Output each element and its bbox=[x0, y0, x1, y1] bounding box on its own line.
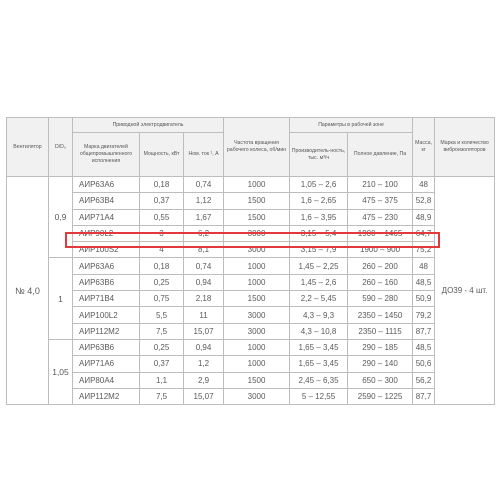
flow-cell: 1,45 – 2,25 bbox=[290, 258, 348, 274]
d-ratio-cell: 0,9 bbox=[49, 177, 73, 258]
mass-cell: 50,6 bbox=[413, 356, 435, 372]
current-cell: 1,2 bbox=[184, 356, 224, 372]
mass-cell: 64,7 bbox=[413, 225, 435, 241]
rpm-cell: 1000 bbox=[224, 356, 290, 372]
brand-cell: АИР63А6 bbox=[73, 258, 140, 274]
flow-cell: 1,45 – 2,6 bbox=[290, 274, 348, 290]
spec-table bbox=[6, 117, 495, 405]
table-row bbox=[7, 291, 495, 307]
table-body bbox=[7, 177, 495, 405]
power-cell: 7,5 bbox=[140, 323, 184, 339]
table-row bbox=[7, 274, 495, 290]
pressure-cell: 1900 – 1465 bbox=[348, 225, 413, 241]
mass-cell: 75,2 bbox=[413, 242, 435, 258]
current-cell: 15,07 bbox=[184, 323, 224, 339]
current-cell: 8,1 bbox=[184, 242, 224, 258]
power-cell: 7,5 bbox=[140, 388, 184, 404]
power-cell: 0,55 bbox=[140, 209, 184, 225]
d-ratio-cell: 1 bbox=[49, 258, 73, 339]
mass-cell: 52,8 bbox=[413, 193, 435, 209]
current-cell: 0,74 bbox=[184, 177, 224, 193]
flow-cell: 2,2 – 5,45 bbox=[290, 291, 348, 307]
brand-cell: АИР80А4 bbox=[73, 372, 140, 388]
col-rpm-header: Частота вращения рабочего колеса, об/мин bbox=[224, 118, 290, 177]
power-cell: 0,75 bbox=[140, 291, 184, 307]
col-fan-header: Вентилятор bbox=[7, 118, 49, 177]
power-cell: 5,5 bbox=[140, 307, 184, 323]
pressure-cell: 1900 – 900 bbox=[348, 242, 413, 258]
table-row bbox=[7, 177, 495, 193]
col-mass-header: Масса, кг bbox=[413, 118, 435, 177]
col-pressure-header: Полное давление, Па bbox=[348, 133, 413, 177]
mass-cell: 48 bbox=[413, 258, 435, 274]
table-row bbox=[7, 307, 495, 323]
current-cell: 0,94 bbox=[184, 274, 224, 290]
flow-cell: 1,65 – 3,45 bbox=[290, 339, 348, 355]
flow-cell: 5 – 12,55 bbox=[290, 388, 348, 404]
flow-cell: 3,15 – 7,9 bbox=[290, 242, 348, 258]
power-cell: 0,18 bbox=[140, 177, 184, 193]
table-header bbox=[7, 118, 495, 177]
mass-cell: 87,7 bbox=[413, 323, 435, 339]
pressure-cell: 290 – 185 bbox=[348, 339, 413, 355]
fan-model-cell: № 4,0 bbox=[7, 177, 49, 405]
col-isolators-header: Марка и количество виброизоляторов bbox=[435, 118, 495, 177]
col-d-ratio-header: D/D₀ bbox=[49, 118, 73, 177]
pressure-cell: 2350 – 1115 bbox=[348, 323, 413, 339]
table-row bbox=[7, 372, 495, 388]
flow-cell: 1,65 – 3,45 bbox=[290, 356, 348, 372]
power-cell: 0,25 bbox=[140, 274, 184, 290]
flow-cell: 4,3 – 9,3 bbox=[290, 307, 348, 323]
power-cell: 1,1 bbox=[140, 372, 184, 388]
mass-cell: 48,5 bbox=[413, 274, 435, 290]
pressure-cell: 650 – 300 bbox=[348, 372, 413, 388]
brand-cell: АИР71А4 bbox=[73, 209, 140, 225]
table-row bbox=[7, 258, 495, 274]
rpm-cell: 1000 bbox=[224, 339, 290, 355]
rpm-cell: 1500 bbox=[224, 209, 290, 225]
mass-cell: 79,2 bbox=[413, 307, 435, 323]
flow-cell: 3,15 – 5,4 bbox=[290, 225, 348, 241]
brand-cell: АИР100L2 bbox=[73, 307, 140, 323]
pressure-cell: 260 – 200 bbox=[348, 258, 413, 274]
pressure-cell: 475 – 230 bbox=[348, 209, 413, 225]
rpm-cell: 1000 bbox=[224, 258, 290, 274]
current-cell: 15,07 bbox=[184, 388, 224, 404]
rpm-cell: 3000 bbox=[224, 225, 290, 241]
table-row bbox=[7, 339, 495, 355]
pressure-cell: 210 – 100 bbox=[348, 177, 413, 193]
mass-cell: 56,2 bbox=[413, 372, 435, 388]
brand-cell: АИР71А6 bbox=[73, 356, 140, 372]
table-row bbox=[7, 242, 495, 258]
table-row bbox=[7, 209, 495, 225]
col-flow-header: Производитель-ность, тыс. м³/ч bbox=[290, 133, 348, 177]
col-brand-header: Марка двигателей общепромышленного исполнения bbox=[73, 133, 140, 177]
current-cell: 0,74 bbox=[184, 258, 224, 274]
current-cell: 1,67 bbox=[184, 209, 224, 225]
brand-cell: АИР90L2 bbox=[73, 225, 140, 241]
power-cell: 0,25 bbox=[140, 339, 184, 355]
power-cell: 3 bbox=[140, 225, 184, 241]
rpm-cell: 1000 bbox=[224, 274, 290, 290]
pressure-cell: 290 – 140 bbox=[348, 356, 413, 372]
power-cell: 0,37 bbox=[140, 356, 184, 372]
isolators-cell: ДО39 - 4 шт. bbox=[435, 177, 495, 405]
mass-cell: 50,9 bbox=[413, 291, 435, 307]
flow-cell: 1,05 – 2,6 bbox=[290, 177, 348, 193]
rpm-cell: 1500 bbox=[224, 372, 290, 388]
table-row bbox=[7, 388, 495, 404]
rpm-cell: 1500 bbox=[224, 291, 290, 307]
pressure-cell: 260 – 160 bbox=[348, 274, 413, 290]
table-row bbox=[7, 193, 495, 209]
current-cell: 11 bbox=[184, 307, 224, 323]
rpm-cell: 3000 bbox=[224, 242, 290, 258]
flow-cell: 4,3 – 10,8 bbox=[290, 323, 348, 339]
current-cell: 2,18 bbox=[184, 291, 224, 307]
brand-cell: АИР71В4 bbox=[73, 291, 140, 307]
rpm-cell: 1500 bbox=[224, 193, 290, 209]
flow-cell: 1,6 – 2,65 bbox=[290, 193, 348, 209]
mass-cell: 87,7 bbox=[413, 388, 435, 404]
brand-cell: АИР63В6 bbox=[73, 339, 140, 355]
mass-cell: 48,5 bbox=[413, 339, 435, 355]
mass-cell: 48,9 bbox=[413, 209, 435, 225]
table-row bbox=[7, 356, 495, 372]
brand-cell: АИР63В6 bbox=[73, 274, 140, 290]
power-cell: 4 bbox=[140, 242, 184, 258]
table-row bbox=[7, 323, 495, 339]
d-ratio-cell: 1,05 bbox=[49, 339, 73, 404]
rpm-cell: 3000 bbox=[224, 323, 290, 339]
rpm-cell: 1000 bbox=[224, 177, 290, 193]
motor-group-header: Приводной электродвигатель bbox=[73, 118, 224, 133]
brand-cell: АИР112М2 bbox=[73, 323, 140, 339]
current-cell: 6,2 bbox=[184, 225, 224, 241]
zone-group-header: Параметры в рабочей зоне bbox=[290, 118, 413, 133]
pressure-cell: 2590 – 1225 bbox=[348, 388, 413, 404]
col-current-header: Ном. ток ¹, А bbox=[184, 133, 224, 177]
mass-cell: 48 bbox=[413, 177, 435, 193]
brand-cell: АИР63А6 bbox=[73, 177, 140, 193]
pressure-cell: 590 – 280 bbox=[348, 291, 413, 307]
col-power-header: Мощность, кВт bbox=[140, 133, 184, 177]
power-cell: 0,37 bbox=[140, 193, 184, 209]
current-cell: 1,12 bbox=[184, 193, 224, 209]
brand-cell: АИР63В4 bbox=[73, 193, 140, 209]
current-cell: 0,94 bbox=[184, 339, 224, 355]
rpm-cell: 3000 bbox=[224, 307, 290, 323]
pressure-cell: 475 – 375 bbox=[348, 193, 413, 209]
brand-cell: АИР112М2 bbox=[73, 388, 140, 404]
rpm-cell: 3000 bbox=[224, 388, 290, 404]
brand-cell: АИР100S2 bbox=[73, 242, 140, 258]
power-cell: 0,18 bbox=[140, 258, 184, 274]
current-cell: 2,9 bbox=[184, 372, 224, 388]
flow-cell: 2,45 – 6,35 bbox=[290, 372, 348, 388]
pressure-cell: 2350 – 1450 bbox=[348, 307, 413, 323]
flow-cell: 1,6 – 3,95 bbox=[290, 209, 348, 225]
table-row bbox=[7, 225, 495, 241]
